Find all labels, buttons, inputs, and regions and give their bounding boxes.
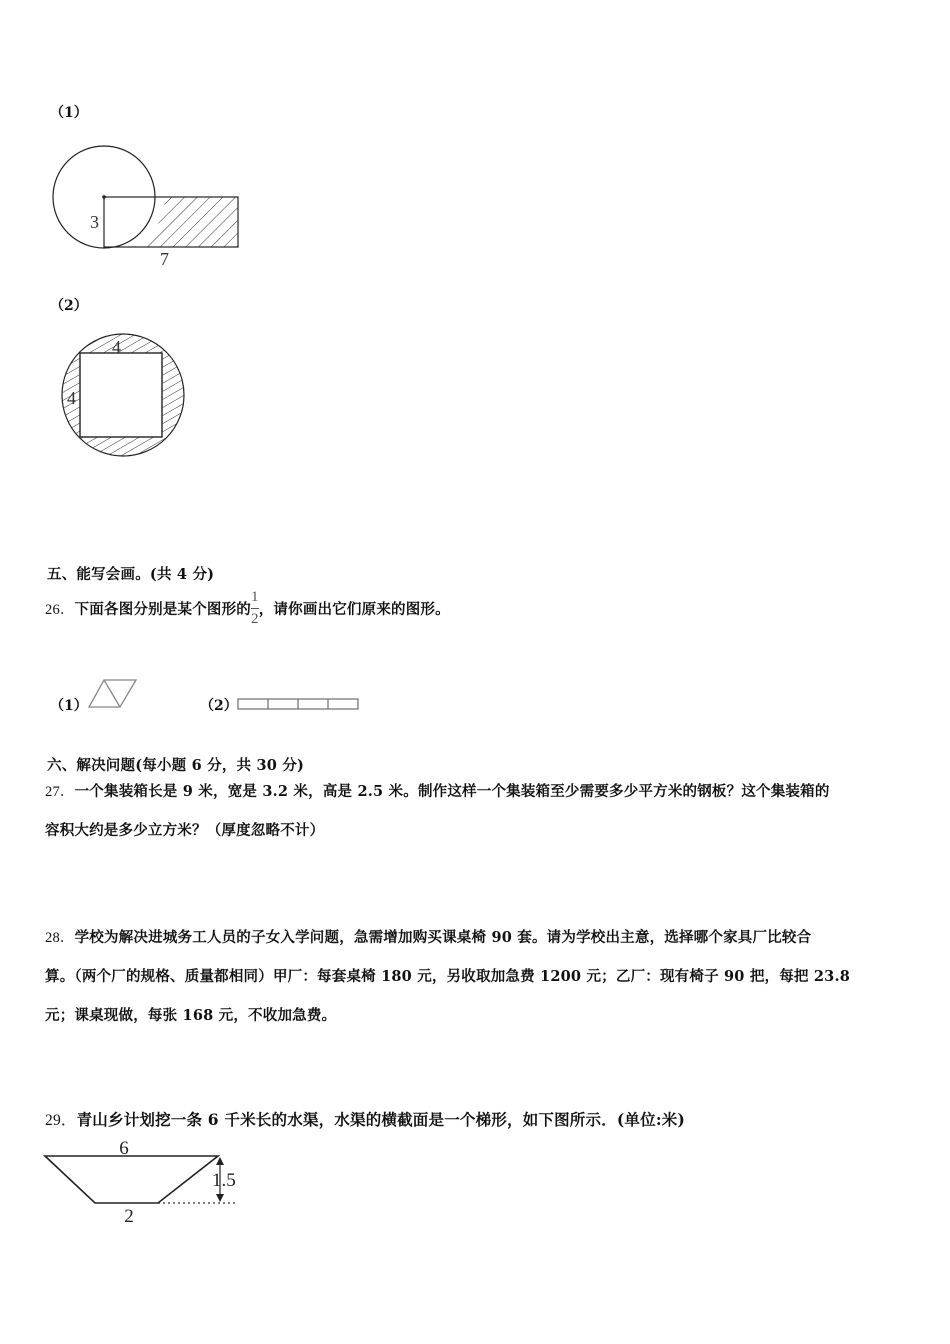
question-28	[45, 926, 915, 1025]
q29-depth-label: 1.5	[212, 1170, 236, 1191]
q26-text-before: 下面各图分别是某个图形的	[74, 600, 252, 618]
q26-fraction-numerator: 1	[251, 589, 259, 605]
section-5-heading: 五、能写会画。(共 4 分)	[47, 566, 215, 583]
section-6-heading: 六、解决问题(每小题 6 分，共 30 分)	[47, 757, 305, 774]
q26-strip-shape	[236, 697, 362, 713]
q29-number: 29．	[45, 1112, 77, 1129]
question-26	[45, 589, 450, 627]
figure-1-side-label: 3	[90, 212, 99, 232]
q28-number: 28．	[45, 930, 75, 946]
figure-2-square-in-circle	[55, 332, 195, 462]
q27-line2: 容积大约是多少立方米？（厚度忽略不计）	[45, 822, 325, 839]
q27-number: 27．	[45, 784, 75, 800]
q29-top-width-label: 6	[119, 1138, 129, 1159]
figure-1-circle-rectangle	[40, 125, 260, 275]
figure-2-left-label: 4	[67, 388, 76, 408]
q26-fraction	[251, 589, 259, 627]
figure-2-top-label: 4	[112, 337, 121, 357]
q29-bottom-width-label: 2	[124, 1206, 134, 1227]
q29-text: 青山乡计划挖一条 6 千米长的水渠，水渠的横截面是一个梯形，如下图所示．(单位:米)	[76, 1110, 685, 1129]
q28-line3: 元；课桌现做，每张 168 元，不收加急费。	[45, 1007, 337, 1024]
q28-line2: 算。（两个厂的规格、质量都相同）甲厂：每套桌椅 180 元，另收取加急费 1200 元；乙厂：现有椅子 90 把，每把 23.8	[45, 968, 850, 985]
q26-text-after: ，请你画出它们原来的图形。	[258, 600, 450, 618]
figure-1-label: （1）	[50, 105, 88, 121]
figure-2-label: （2）	[50, 298, 88, 314]
question-27	[45, 780, 915, 840]
q28-line1: 学校为解决进城务工人员的子女入学问题，急需增加购买课桌椅 90 套。请为学校出主意，选择哪个家具厂比较合	[74, 929, 812, 946]
q26-sub1-label: （1）	[50, 698, 88, 714]
q26-sub2-label: （2）	[200, 698, 238, 714]
q29-trapezoid-diagram	[40, 1136, 260, 1231]
question-29	[45, 1108, 685, 1130]
q26-fraction-denominator: 2	[251, 610, 259, 627]
q27-line1: 一个集装箱长是 9 米，宽是 3.2 米，高是 2.5 米。制作这样一个集装箱至少需要多少平方米的钢板？这个集装箱的	[74, 783, 830, 800]
q26-number: 26．	[45, 601, 75, 618]
figure-1-length-label: 7	[160, 249, 169, 269]
q26-parallelogram-shape	[86, 677, 141, 711]
